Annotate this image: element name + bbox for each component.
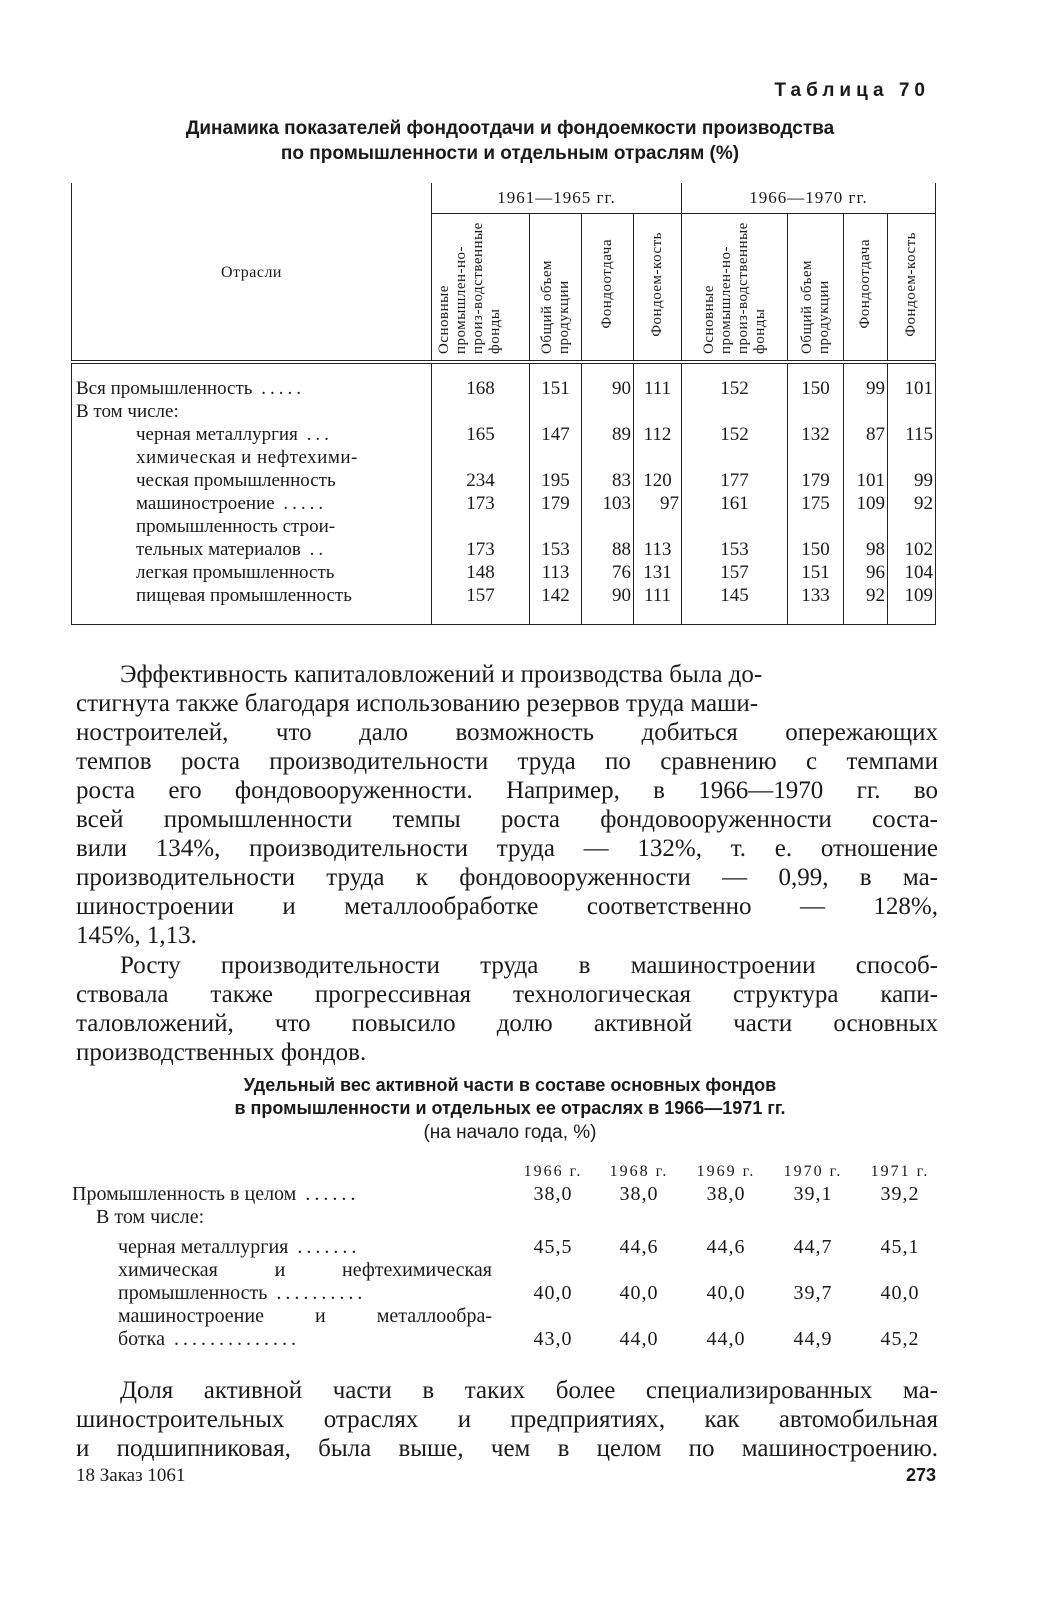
printer-signature: 18 Заказ 1061 xyxy=(76,1465,186,1486)
text-line: производительности труда к фондовооруженности — 0,99, в ма- xyxy=(76,864,938,891)
subheader-output-2: Общий объем продукции xyxy=(788,214,844,363)
subheader-capital-intensity: Фондоем-кость xyxy=(634,214,682,363)
table-row: химическая и нефтехими- ческая промышленность 234 195 83 120 177 179 101 99 xyxy=(72,446,936,492)
text-line: темпов роста производительности труда по сравнению с темпами xyxy=(76,748,938,775)
text-line: 145%, 1,13. xyxy=(76,922,197,949)
text-line: таловложений, что повысило долю активной части основных xyxy=(76,1010,938,1037)
table-row: пищевая промышленность 157 142 90 111 145 133 92 109 xyxy=(72,584,936,624)
text-line: ностроителей, что дало возможность добиться опережающих xyxy=(76,719,938,746)
efficiency-table xyxy=(71,183,936,625)
paragraph-3 xyxy=(76,1376,938,1463)
text-line: шиностроении и металлообработке соответственно — 128%, xyxy=(76,893,938,920)
branches-header: Отрасли xyxy=(72,183,432,362)
paragraph-1 xyxy=(76,660,938,950)
text-line: Эффективность капиталовложений и производства была до- xyxy=(120,661,763,688)
text-line: ствовала также прогрессивная технологическая структура капи- xyxy=(76,981,938,1008)
text-line: и подшипниковая, была выше, чем в целом по машиностроению. xyxy=(76,1435,938,1462)
table-row: В том числе: xyxy=(72,400,936,423)
table-caption-line2: по промышленности и отдельным отраслям (%) xyxy=(280,143,740,164)
table-row: химическая и нефтехимическая промышленность .......... 40,0 40,0 40,0 39,7 40,0 xyxy=(118,1259,920,1304)
table-caption-line1: Динамика показателей фондоотдачи и фондоемкости производства xyxy=(185,118,835,139)
text-line: Доля активной части в таких более специализированных ма- xyxy=(120,1377,938,1404)
table-label: Таблица 70 xyxy=(774,80,930,101)
table-row: машиностроение и металлообра- ботка .............. 43,0 44,0 44,0 44,9 45,2 xyxy=(118,1305,920,1350)
year-header-row: 1966 г. 1968 г. 1969 г. 1970 г. 1971 г. xyxy=(523,1163,930,1180)
text-line: вили 134%, производительности труда — 132%, т. е. отношение xyxy=(76,835,938,862)
table-row: Промышленность в целом ...... 38,0 38,0 38,0 39,1 39,2 xyxy=(72,1183,920,1205)
table-row: промышленность строи- тельных материалов .. 173 153 88 113 153 150 98 102 xyxy=(72,515,936,561)
text-line: всей промышленности темпы роста фондовооруженности соста- xyxy=(76,806,938,833)
table2-caption-line3: (на начало года, %) xyxy=(423,1122,597,1143)
subheader-output: Общий объем продукции xyxy=(530,214,582,363)
table-row: легкая промышленность 148 113 76 131 157 151 96 104 xyxy=(72,561,936,584)
text-line: производственных фондов. xyxy=(76,1039,367,1066)
table2-caption-line1: Удельный вес активной части в составе основных фондов xyxy=(243,1075,777,1095)
text-line: Росту производительности труда в машиностроении способ- xyxy=(120,952,938,979)
text-line: роста его фондовооруженности. Например, в 1966—1970 гг. во xyxy=(76,777,938,804)
page-number: 273 xyxy=(905,1465,936,1485)
subheader-funds: Основные промышлен-но-произ-водственные фонды xyxy=(432,214,530,363)
table-row: черная металлургия ... 165 147 89 112 152 132 87 115 xyxy=(72,423,936,446)
text-line: стигнута также благодаря использованию резервов труда маши- xyxy=(76,690,759,717)
period2-header: 1966—1970 гг. xyxy=(682,183,936,214)
table2-caption-line2: в промышленности и отдельных ее отраслях в 1966—1971 гг. xyxy=(234,1098,786,1118)
subheader-capital-intensity-2: Фондоем-кость xyxy=(888,214,936,363)
table-row: черная металлургия ....... 45,5 44,6 44,6 44,7 45,1 xyxy=(118,1236,920,1258)
table-row: В том числе: xyxy=(96,1206,205,1228)
subheader-capital-productivity-2: Фондоотдача xyxy=(844,214,888,363)
table-row: машиностроение ..... 173 179 103 97 161 175 109 92 xyxy=(72,492,936,515)
paragraph-2 xyxy=(76,951,938,1067)
subheader-capital-productivity: Фондоотдача xyxy=(582,214,634,363)
table-row: Вся промышленность ..... 168 151 90 111 152 150 99 101 xyxy=(72,362,936,400)
period1-header: 1961—1965 гг. xyxy=(432,183,682,214)
active-share-table xyxy=(72,1155,944,1351)
text-line: шиностроительных отраслях и предприятиях, как автомобильная xyxy=(76,1406,938,1433)
subheader-funds-2: Основные промышлен-но-произ-водственные фонды xyxy=(682,214,788,363)
